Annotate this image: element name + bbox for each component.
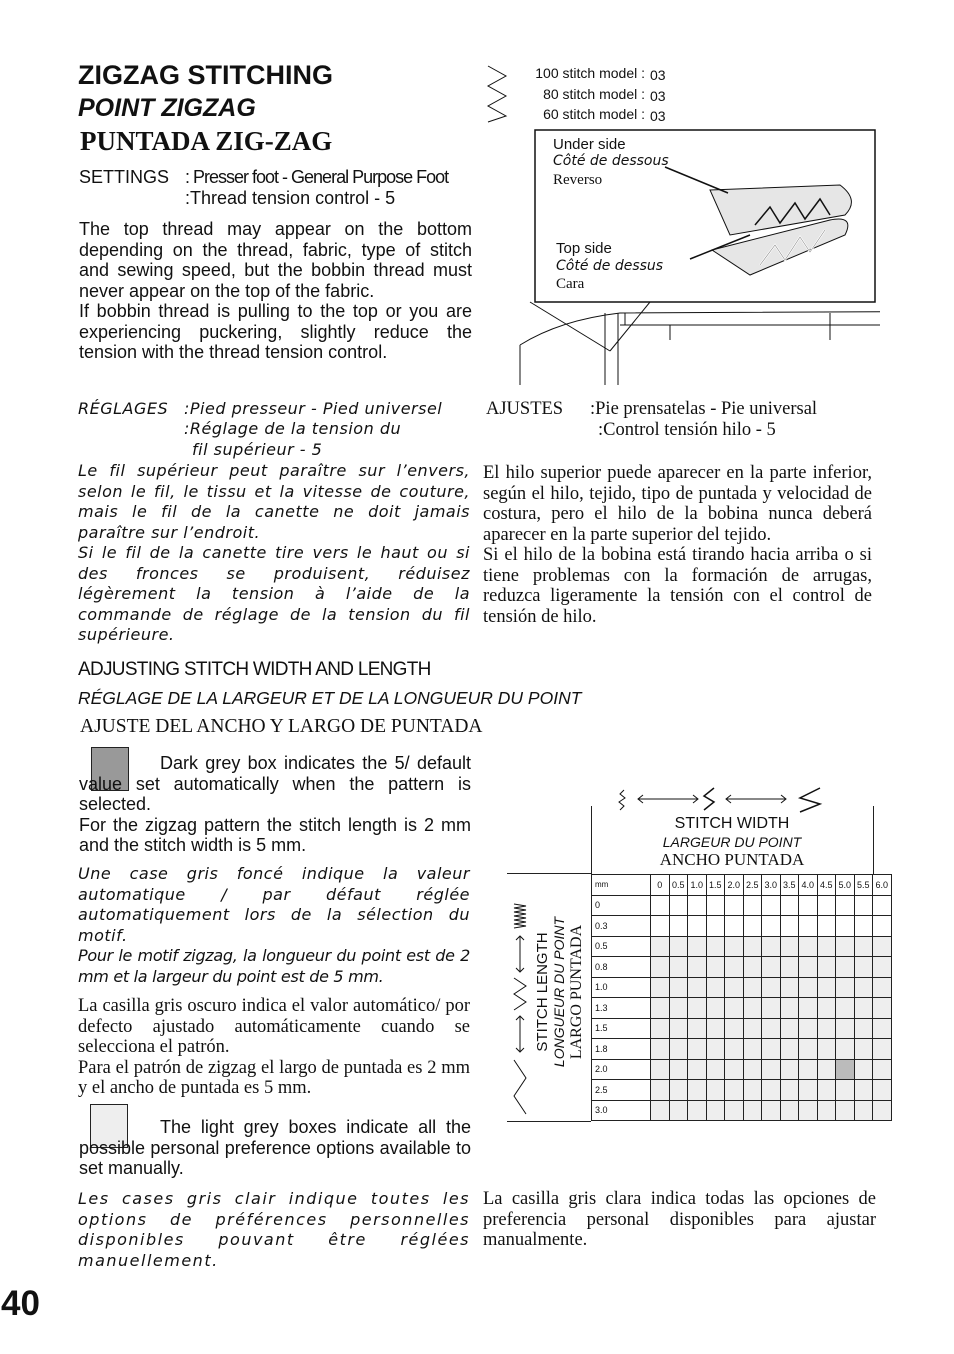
available-cell [873, 998, 892, 1019]
available-cell [873, 936, 892, 957]
intro-en [79, 219, 472, 363]
available-cell [799, 957, 818, 978]
width-tick-label: 1.5 [706, 875, 725, 896]
available-cell [799, 1059, 818, 1080]
available-cell [762, 936, 781, 957]
available-cell [817, 957, 836, 978]
available-cell [799, 1039, 818, 1060]
available-cell [651, 977, 670, 998]
available-cell [743, 1039, 762, 1060]
model-label: 60 stitch model : [543, 106, 645, 122]
available-cell [743, 977, 762, 998]
available-cell [706, 977, 725, 998]
available-cell [688, 1080, 707, 1101]
reglages-line2: :Réglage de la tension du [184, 419, 402, 438]
paragraph: La casilla gris oscuro indica el valor automático/ por defecto ajustado automáticamente cuando se selecciona el patrón. [78, 996, 470, 1057]
section2-title-es: AJUSTE DEL ANCHO Y LARGO DE PUNTADA [80, 716, 483, 737]
available-cell [780, 957, 799, 978]
reglages-line3: fil supérieur - 5 [192, 440, 323, 459]
available-cell [743, 936, 762, 957]
section2-title-fr: RÉGLAGE DE LA LARGEUR ET DE LA LONGUEUR DU POINT [78, 688, 582, 708]
available-cell [799, 1018, 818, 1039]
available-cell [669, 936, 688, 957]
unavailable-cell [762, 895, 781, 916]
unavailable-cell [762, 916, 781, 937]
grid-row [592, 1059, 892, 1080]
available-cell [762, 977, 781, 998]
available-cell [836, 957, 855, 978]
available-cell [651, 957, 670, 978]
unavailable-cell [780, 895, 799, 916]
available-cell [762, 1080, 781, 1101]
unavailable-cell [817, 895, 836, 916]
available-cell [854, 998, 873, 1019]
available-cell [817, 977, 836, 998]
available-cell [836, 998, 855, 1019]
grid-row [592, 1018, 892, 1039]
unavailable-cell [817, 916, 836, 937]
under-side-en: Under side [553, 136, 626, 153]
available-cell [688, 1039, 707, 1060]
grid-row [592, 936, 892, 957]
unavailable-cell [688, 916, 707, 937]
page-number: 40 [1, 1284, 40, 1323]
length-tick-label: 0.5 [592, 936, 651, 957]
available-cell [780, 1080, 799, 1101]
available-cell [836, 1100, 855, 1121]
available-cell [799, 1100, 818, 1121]
length-tick-label: 1.8 [592, 1039, 651, 1060]
available-cell [780, 1039, 799, 1060]
unavailable-cell [688, 895, 707, 916]
length-tick-label: 2.0 [592, 1059, 651, 1080]
unavailable-cell [651, 916, 670, 937]
available-cell [651, 936, 670, 957]
available-cell [780, 977, 799, 998]
model-label: 80 stitch model : [543, 85, 645, 102]
available-cell [780, 1100, 799, 1121]
divider [873, 806, 874, 874]
unavailable-cell [651, 895, 670, 916]
length-tick-label: 1.5 [592, 1018, 651, 1039]
available-cell [799, 977, 818, 998]
section2-title-en: ADJUSTING STITCH WIDTH AND LENGTH [78, 659, 431, 680]
available-cell [762, 998, 781, 1019]
unavailable-cell [873, 895, 892, 916]
title-en: ZIGZAG STITCHING [78, 60, 333, 90]
unavailable-cell [706, 895, 725, 916]
length-tick-label: 0.3 [592, 916, 651, 937]
paragraph: Dark grey box indicates the 5/ default value set automatically when the pattern is selected. [79, 753, 471, 814]
available-cell [762, 1018, 781, 1039]
title-es: PUNTADA ZIG-ZAG [80, 126, 333, 156]
width-tick-label: 4.5 [817, 875, 836, 896]
available-cell [836, 936, 855, 957]
available-cell [688, 1100, 707, 1121]
model-label: 100 stitch model : [535, 65, 645, 81]
available-cell [854, 1018, 873, 1039]
width-tick-label: 5.5 [854, 875, 873, 896]
available-cell [651, 1100, 670, 1121]
paragraph: For the zigzag pattern the stitch length is 2 mm and the stitch width is 5 mm. [79, 814, 471, 855]
grid-row [592, 916, 892, 937]
paragraph: Para el patrón de zigzag el largo de puntada es 2 mm y el ancho de puntada es 5 mm. [78, 1057, 470, 1098]
available-cell [651, 998, 670, 1019]
available-cell [799, 936, 818, 957]
available-cell [688, 936, 707, 957]
available-cell [854, 957, 873, 978]
available-cell [725, 998, 744, 1019]
reglages-label: RÉGLAGES [78, 399, 169, 418]
light-es: La casilla gris clara indica todas las opciones de preferencia personal disponibles para ajustar manualmente. [483, 1189, 876, 1250]
available-cell [873, 1080, 892, 1101]
settings-presser-foot: : Presser foot - General Purpose Foot [185, 167, 449, 187]
width-arrows-icon [590, 784, 880, 814]
available-cell [780, 936, 799, 957]
width-label-en: STITCH WIDTH [674, 815, 790, 832]
width-tick-label: 3.5 [780, 875, 799, 896]
available-cell [817, 1059, 836, 1080]
available-cell [836, 1039, 855, 1060]
available-cell [651, 1059, 670, 1080]
width-label-es: ANCHO PUNTADA [659, 850, 805, 869]
available-cell [873, 957, 892, 978]
width-tick-label: 0.5 [669, 875, 688, 896]
available-cell [706, 1018, 725, 1039]
available-cell [743, 1080, 762, 1101]
unit-label: mm [592, 875, 651, 896]
paragraph: Si le fil de la canette tire vers le haut ou si des fronces se produisent, réduisez légèrement la tension à l’aide de la commande de réglage de la tension du fil supérieure. [78, 543, 470, 644]
width-tick-label: 2.5 [743, 875, 762, 896]
available-cell [873, 1059, 892, 1080]
available-cell [854, 1059, 873, 1080]
under-side-fr: Côté de dessous [553, 153, 669, 169]
length-label-fr: LONGUEUR DU POINT [551, 916, 567, 1068]
available-cell [706, 1080, 725, 1101]
model-value: 03 [650, 87, 666, 104]
dark-fr [78, 864, 470, 987]
available-cell [725, 1039, 744, 1060]
grid-row [592, 1080, 892, 1101]
available-cell [854, 936, 873, 957]
available-cell [780, 1059, 799, 1080]
paragraph: If bobbin thread is pulling to the top or you are experiencing puckering, slightly reduce the tension with the thread tension control. [79, 301, 472, 362]
available-cell [651, 1039, 670, 1060]
available-cell [817, 1100, 836, 1121]
width-label-fr: LARGEUR DU POINT [662, 834, 802, 850]
available-cell [743, 1018, 762, 1039]
paragraph: El hilo superior puede aparecer en la parte inferior, según el hilo, tejido, tipo de puntada y velocidad de costura, pero el hilo de la bobina nunca deberá aparecer en la parte superior del tejido. [483, 463, 872, 545]
available-cell [743, 998, 762, 1019]
available-cell [762, 957, 781, 978]
zigzag-icon [486, 64, 510, 124]
light-fr: Les cases gris clair indique toutes les options de préférences personnelles disponibles pouvant être réglées manuellement. [78, 1189, 470, 1270]
available-cell [706, 1039, 725, 1060]
available-cell [836, 1018, 855, 1039]
available-cell [688, 957, 707, 978]
width-tick-label: 4.0 [799, 875, 818, 896]
available-cell [669, 1018, 688, 1039]
unavailable-cell [799, 895, 818, 916]
stitch-width-header [591, 815, 873, 869]
available-cell [688, 998, 707, 1019]
available-cell [688, 1018, 707, 1039]
width-tick-label: 1.0 [688, 875, 707, 896]
available-cell [780, 1018, 799, 1039]
available-cell [836, 977, 855, 998]
divider [507, 873, 591, 874]
available-cell [799, 998, 818, 1019]
ajustes-line2: :Control tensión hilo - 5 [598, 420, 776, 440]
unavailable-cell [669, 895, 688, 916]
available-cell [725, 936, 744, 957]
available-cell [706, 957, 725, 978]
available-cell [669, 977, 688, 998]
under-side-es: Reverso [553, 172, 603, 188]
length-tick-label: 0 [592, 895, 651, 916]
available-cell [762, 1100, 781, 1121]
model-values [650, 65, 666, 127]
length-tick-label: 0.8 [592, 957, 651, 978]
available-cell [651, 1018, 670, 1039]
length-tick-label: 1.0 [592, 977, 651, 998]
length-label-es: LARGO PUNTADA [568, 924, 585, 1060]
available-cell [817, 998, 836, 1019]
grid-row [592, 998, 892, 1019]
ajustes-label: AJUSTES [486, 399, 564, 419]
dark-en [79, 753, 471, 856]
available-cell [762, 1059, 781, 1080]
available-cell [688, 1059, 707, 1080]
unavailable-cell [836, 916, 855, 937]
available-cell [854, 977, 873, 998]
available-cell [669, 1100, 688, 1121]
unavailable-cell [836, 895, 855, 916]
available-cell [780, 998, 799, 1019]
top-side-en: Top side [556, 240, 612, 257]
grid-row [592, 957, 892, 978]
width-tick-label: 2.0 [725, 875, 744, 896]
available-cell [817, 1018, 836, 1039]
unavailable-cell [669, 916, 688, 937]
available-cell [762, 1039, 781, 1060]
available-cell [669, 957, 688, 978]
length-label-en: STITCH LENGTH [534, 932, 551, 1052]
available-cell [725, 1018, 744, 1039]
length-tick-label: 1.3 [592, 998, 651, 1019]
unavailable-cell [854, 895, 873, 916]
model-value: 03 [650, 67, 666, 83]
length-tick-label: 2.5 [592, 1080, 651, 1101]
stitch-length-header [534, 902, 585, 1082]
unavailable-cell [725, 895, 744, 916]
available-cell [817, 1039, 836, 1060]
grid-row [592, 1100, 892, 1121]
available-cell [817, 1080, 836, 1101]
grid-row [592, 895, 892, 916]
available-cell [873, 977, 892, 998]
available-cell [854, 1100, 873, 1121]
dark-es [78, 996, 470, 1099]
settings-tension: :Thread tension control - 5 [185, 188, 396, 208]
title-fr: POINT ZIGZAG [78, 94, 256, 122]
available-cell [706, 998, 725, 1019]
width-tick-label: 6.0 [873, 875, 892, 896]
top-side-fr: Côté de dessus [556, 258, 664, 274]
default-cell [836, 1059, 855, 1080]
available-cell [669, 1039, 688, 1060]
available-cell [873, 1039, 892, 1060]
intro-fr [78, 461, 470, 646]
available-cell [669, 1059, 688, 1080]
available-cell [836, 1080, 855, 1101]
available-cell [688, 977, 707, 998]
available-cell [743, 1100, 762, 1121]
width-tick-label: 3.0 [762, 875, 781, 896]
available-cell [651, 1080, 670, 1101]
unavailable-cell [706, 916, 725, 937]
length-tick-label: 3.0 [592, 1100, 651, 1121]
unavailable-cell [743, 916, 762, 937]
unavailable-cell [725, 916, 744, 937]
paragraph: Une case gris foncé indique la valeur automatique / par défaut réglée automatiquement lors de la sélection du motif. [78, 864, 470, 945]
available-cell [854, 1039, 873, 1060]
model-value: 03 [650, 108, 666, 124]
available-cell [725, 957, 744, 978]
available-cell [669, 998, 688, 1019]
available-cell [669, 1080, 688, 1101]
available-cell [799, 1080, 818, 1101]
width-tick-label: 0 [651, 875, 670, 896]
available-cell [706, 1059, 725, 1080]
paragraph: Pour le motif zigzag, la longueur du point est de 2 mm et la largeur du point est de 5 mm. [78, 946, 470, 986]
available-cell [817, 936, 836, 957]
available-cell [743, 957, 762, 978]
unavailable-cell [799, 916, 818, 937]
grid-row [592, 1039, 892, 1060]
divider [507, 1121, 591, 1122]
light-en: The light grey boxes indicate all the possible personal preference options available to set manually. [79, 1117, 471, 1178]
available-cell [854, 1080, 873, 1101]
length-arrows-icon [510, 900, 530, 1120]
available-cell [873, 1018, 892, 1039]
unavailable-cell [854, 916, 873, 937]
unavailable-cell [780, 916, 799, 937]
available-cell [706, 936, 725, 957]
top-side-es: Cara [556, 276, 585, 292]
settings-label: SETTINGS [79, 167, 170, 187]
available-cell [706, 1100, 725, 1121]
width-tick-label: 5.0 [836, 875, 855, 896]
ajustes-line1: :Pie prensatelas - Pie universal [590, 399, 818, 419]
reglages-line1: :Pied presseur - Pied universel [184, 399, 443, 418]
available-cell [873, 1100, 892, 1121]
unavailable-cell [873, 916, 892, 937]
paragraph: The top thread may appear on the bottom depending on the thread, fabric, type of stitch and sewing speed, but the bobbin thread must never appear on the top of the fabric. [79, 219, 472, 301]
model-list [515, 63, 645, 125]
available-cell [725, 977, 744, 998]
paragraph: Le fil supérieur peut paraître sur l’envers, selon le fil, le tissu et la vitesse de couture, mais le fil de la canette ne doit jamais paraître sur l’endroit. [78, 461, 470, 542]
available-cell [725, 1100, 744, 1121]
grid-row [592, 977, 892, 998]
unavailable-cell [743, 895, 762, 916]
stitch-setting-grid [591, 874, 892, 1121]
available-cell [743, 1059, 762, 1080]
available-cell [725, 1080, 744, 1101]
paragraph: Si el hilo de la bobina está tirando hacia arriba o si tiene problemas con la formación de arrugas, reduzca ligeramente la tensión con el control de tensión de hilo. [483, 545, 872, 627]
available-cell [725, 1059, 744, 1080]
intro-es [483, 463, 872, 627]
